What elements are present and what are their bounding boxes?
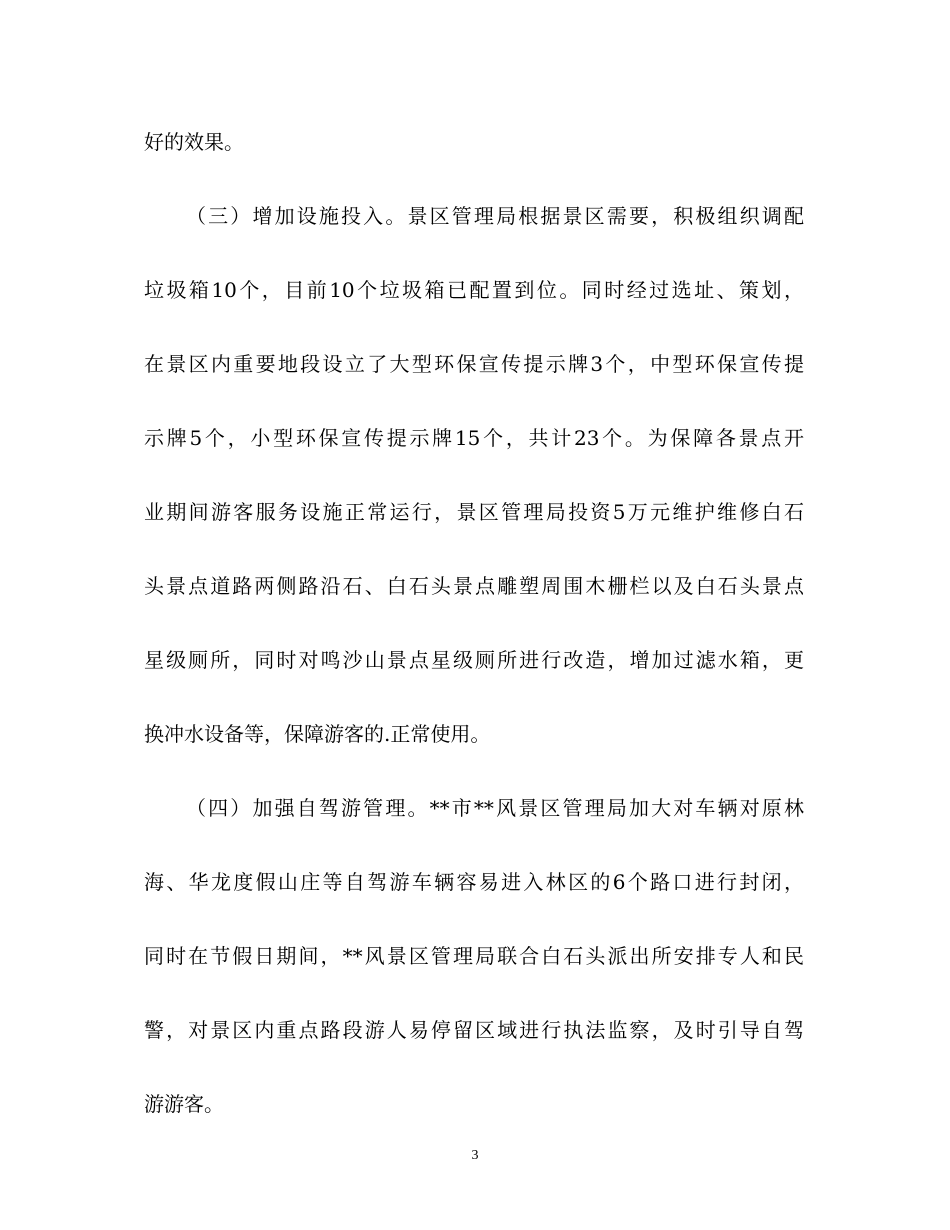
- text-line: 好的效果。: [144, 130, 244, 154]
- text-line: 同时在节假日期间，**风景区管理局联合白石头派出所安排专人和民: [144, 944, 804, 968]
- text-line: 星级厕所，同时对鸣沙山景点星级厕所进行改造，增加过滤水箱，更: [144, 648, 804, 672]
- text-line: 在景区内重要地段设立了大型环保宣传提示牌3个，中型环保宣传提: [144, 352, 804, 376]
- text-line: 头景点道路两侧路沿石、白石头景点雕塑周围木栅栏以及白石头景点: [144, 574, 804, 598]
- text-line: 业期间游客服务设施正常运行，景区管理局投资5万元维护维修白石: [144, 500, 804, 524]
- text-line: 换冲水设备等，保障游客的.正常使用。: [144, 722, 491, 746]
- text-line: 游游客。: [144, 1092, 224, 1116]
- paragraph-heading-line: （四）加强自驾游管理。**市**风景区管理局加大对车辆对原林: [186, 796, 804, 820]
- paragraph-heading-line: （三）增加设施投入。景区管理局根据景区需要，积极组织调配: [186, 204, 804, 228]
- text-line: 垃圾箱10个，目前10个垃圾箱已配置到位。同时经过选址、策划，: [144, 278, 804, 302]
- text-line: 海、华龙度假山庄等自驾游车辆容易进入林区的6个路口进行封闭，: [144, 870, 804, 894]
- text-line: 示牌5个，小型环保宣传提示牌15个，共计23个。为保障各景点开: [144, 426, 804, 450]
- page-number: 3: [471, 1148, 479, 1163]
- text-line: 警，对景区内重点路段游人易停留区域进行执法监察，及时引导自驾: [144, 1018, 804, 1042]
